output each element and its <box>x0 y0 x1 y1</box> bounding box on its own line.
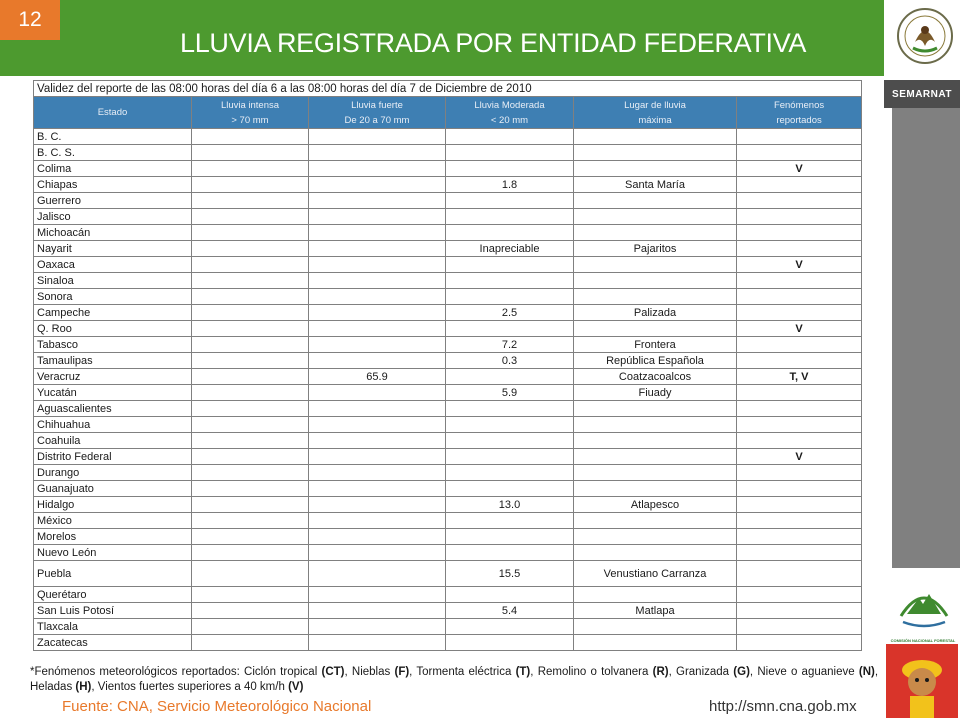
cell-fenomenos <box>737 145 862 161</box>
phenomena-footnote: *Fenómenos meteorológicos reportados: Ciclón tropical (CT), Nieblas (F), Tormenta eléctrica (T), Remolino o tolvanera (R), Granizada (G), Nieve o aguanieve (N), Heladas (H), Vientos fuertes superiores a 40 km/h (V) <box>30 666 879 693</box>
cell-fenomenos <box>737 513 862 529</box>
header-fenomenos-line: reportados <box>776 114 822 126</box>
cell-estado: Jalisco <box>34 209 192 225</box>
header-fenomenos-line: Fenómenos <box>773 99 825 111</box>
cell-intensa <box>192 603 309 619</box>
cell-fenomenos <box>737 305 862 321</box>
table-row <box>34 257 862 273</box>
phenomenon-code: (H) <box>75 681 92 693</box>
cell-fuerte <box>309 603 446 619</box>
cell-estado: Distrito Federal <box>34 449 192 465</box>
cell-moderada <box>446 369 574 385</box>
cell-fuerte <box>309 497 446 513</box>
cell-fenomenos: T, V <box>737 369 862 385</box>
conafor-logo-icon <box>893 574 955 634</box>
cell-estado: México <box>34 513 192 529</box>
cell-moderada <box>446 225 574 241</box>
table-row <box>34 273 862 289</box>
cell-fuerte <box>309 241 446 257</box>
cell-fuerte <box>309 193 446 209</box>
phenomenon-name: Tormenta eléctrica <box>416 666 512 678</box>
cell-lugar <box>574 193 737 209</box>
cell-lugar <box>574 161 737 177</box>
cell-moderada: 5.9 <box>446 385 574 401</box>
cell-fenomenos <box>737 177 862 193</box>
cell-intensa <box>192 433 309 449</box>
cell-moderada <box>446 209 574 225</box>
header-lluvia-intensa <box>192 97 309 129</box>
header-lluvia-moderada-line: Lluvia Moderada <box>474 99 545 111</box>
cell-fuerte <box>309 449 446 465</box>
table-row <box>34 209 862 225</box>
cell-moderada <box>446 161 574 177</box>
cell-moderada: 15.5 <box>446 561 574 587</box>
cell-intensa <box>192 401 309 417</box>
cell-fenomenos <box>737 225 862 241</box>
cell-lugar: Matlapa <box>574 603 737 619</box>
cell-estado: Tamaulipas <box>34 353 192 369</box>
slide-number: 12 <box>0 0 60 40</box>
cell-intensa <box>192 481 309 497</box>
cell-estado: Tabasco <box>34 337 192 353</box>
cell-moderada <box>446 481 574 497</box>
table-row <box>34 401 862 417</box>
cell-lugar: Fiuady <box>574 385 737 401</box>
cell-intensa <box>192 497 309 513</box>
cell-moderada <box>446 321 574 337</box>
cell-lugar <box>574 545 737 561</box>
cell-fenomenos <box>737 241 862 257</box>
cell-intensa <box>192 273 309 289</box>
cell-estado: Puebla <box>34 561 192 587</box>
cell-estado: Aguascalientes <box>34 401 192 417</box>
cell-fuerte <box>309 177 446 193</box>
cell-fuerte <box>309 353 446 369</box>
table-row <box>34 193 862 209</box>
cell-intensa <box>192 257 309 273</box>
cell-intensa <box>192 241 309 257</box>
semarnat-logo: SEMARNAT <box>884 80 960 108</box>
cell-fenomenos <box>737 353 862 369</box>
header-lluvia-intensa-line: Lluvia intensa <box>220 99 280 111</box>
cell-fuerte <box>309 337 446 353</box>
mexico-seal-icon <box>893 2 957 74</box>
cell-moderada <box>446 433 574 449</box>
phenomenon-code: (CT) <box>321 666 345 678</box>
phenomenon-code: (V) <box>288 681 304 693</box>
table-row <box>34 305 862 321</box>
cell-estado: Chihuahua <box>34 417 192 433</box>
cell-fuerte <box>309 529 446 545</box>
cell-estado: B. C. S. <box>34 145 192 161</box>
cell-estado: Yucatán <box>34 385 192 401</box>
cell-fenomenos <box>737 635 862 651</box>
cell-lugar <box>574 401 737 417</box>
phenomenon-name: Nieblas <box>351 666 391 678</box>
phenomenon-code: (R) <box>652 666 669 678</box>
phenomenon-code: (G) <box>733 666 750 678</box>
cell-fenomenos <box>737 619 862 635</box>
cell-fenomenos <box>737 497 862 513</box>
cell-moderada <box>446 289 574 305</box>
cell-intensa <box>192 353 309 369</box>
cell-fuerte <box>309 257 446 273</box>
cell-intensa <box>192 337 309 353</box>
cell-moderada <box>446 465 574 481</box>
table-row <box>34 587 862 603</box>
cell-lugar <box>574 635 737 651</box>
table-row <box>34 481 862 497</box>
cell-fuerte <box>309 401 446 417</box>
cell-estado: Hidalgo <box>34 497 192 513</box>
header-lluvia-moderada-line: < 20 mm <box>490 114 529 126</box>
cell-fuerte <box>309 587 446 603</box>
cell-fuerte <box>309 161 446 177</box>
side-gray-panel <box>892 108 960 568</box>
validity-row <box>34 81 862 97</box>
cell-estado: Durango <box>34 465 192 481</box>
table-row <box>34 603 862 619</box>
cell-fenomenos <box>737 401 862 417</box>
phenomenon-code: (N) <box>858 666 875 678</box>
cell-intensa <box>192 289 309 305</box>
cell-moderada <box>446 193 574 209</box>
cell-moderada: 0.3 <box>446 353 574 369</box>
cell-lugar <box>574 145 737 161</box>
cell-estado: San Luis Potosí <box>34 603 192 619</box>
cell-estado: Zacatecas <box>34 635 192 651</box>
cell-fuerte <box>309 545 446 561</box>
table-row <box>34 337 862 353</box>
cell-lugar <box>574 209 737 225</box>
cell-fuerte <box>309 145 446 161</box>
table-row <box>34 161 862 177</box>
cell-fuerte <box>309 289 446 305</box>
cell-fuerte <box>309 225 446 241</box>
cell-fenomenos <box>737 417 862 433</box>
cell-lugar: República Española <box>574 353 737 369</box>
cell-fuerte <box>309 635 446 651</box>
cell-fuerte: 65.9 <box>309 369 446 385</box>
cell-moderada: Inapreciable <box>446 241 574 257</box>
cell-fuerte <box>309 129 446 145</box>
cell-lugar: Venustiano Carranza <box>574 561 737 587</box>
cell-fuerte <box>309 273 446 289</box>
cell-lugar: Palizada <box>574 305 737 321</box>
cell-intensa <box>192 177 309 193</box>
cell-lugar: Coatzacoalcos <box>574 369 737 385</box>
phenomenon-code: (T) <box>515 666 531 678</box>
table-row <box>34 561 862 587</box>
cell-moderada <box>446 449 574 465</box>
cell-intensa <box>192 619 309 635</box>
cell-fuerte <box>309 305 446 321</box>
cell-intensa <box>192 145 309 161</box>
cell-lugar <box>574 289 737 305</box>
cell-fenomenos <box>737 481 862 497</box>
cell-estado: Guanajuato <box>34 481 192 497</box>
cell-fuerte <box>309 209 446 225</box>
cell-lugar: Santa María <box>574 177 737 193</box>
cell-lugar <box>574 417 737 433</box>
header-lluvia-fuerte-line: Lluvia fuerte <box>351 99 403 111</box>
cell-estado: Nayarit <box>34 241 192 257</box>
cell-lugar <box>574 619 737 635</box>
header-lugar-maxima-line: máxima <box>638 114 672 126</box>
cell-estado: Oaxaca <box>34 257 192 273</box>
cell-estado: Q. Roo <box>34 321 192 337</box>
cell-lugar <box>574 433 737 449</box>
cell-fenomenos <box>737 545 862 561</box>
cell-intensa <box>192 209 309 225</box>
cell-fenomenos: V <box>737 321 862 337</box>
cell-intensa <box>192 225 309 241</box>
cell-moderada <box>446 529 574 545</box>
table-row <box>34 321 862 337</box>
cell-moderada <box>446 257 574 273</box>
header-estado-line: Estado <box>97 107 128 118</box>
cell-fuerte <box>309 513 446 529</box>
cell-moderada <box>446 513 574 529</box>
table-row <box>34 353 862 369</box>
cell-fenomenos <box>737 129 862 145</box>
cell-lugar <box>574 257 737 273</box>
phenomenon-code: (F) <box>394 666 410 678</box>
cell-fuerte <box>309 433 446 449</box>
table-row <box>34 529 862 545</box>
phenomenon-name: Granizada <box>676 666 730 678</box>
cell-fenomenos <box>737 193 862 209</box>
table-row <box>34 289 862 305</box>
table-row <box>34 417 862 433</box>
cell-fuerte <box>309 385 446 401</box>
cell-lugar <box>574 449 737 465</box>
cell-estado: Querétaro <box>34 587 192 603</box>
cell-lugar <box>574 513 737 529</box>
cell-moderada <box>446 545 574 561</box>
cell-intensa <box>192 545 309 561</box>
cell-estado: Coahuila <box>34 433 192 449</box>
table-row <box>34 449 862 465</box>
header-estado <box>34 97 192 129</box>
cell-estado: Guerrero <box>34 193 192 209</box>
cell-intensa <box>192 129 309 145</box>
cell-intensa <box>192 587 309 603</box>
header-lluvia-intensa-line: > 70 mm <box>231 114 269 126</box>
cell-fenomenos <box>737 603 862 619</box>
cell-intensa <box>192 369 309 385</box>
cell-lugar <box>574 225 737 241</box>
table-row <box>34 385 862 401</box>
cell-fuerte <box>309 465 446 481</box>
conafor-label: COMISIÓN NACIONAL FORESTAL <box>890 638 956 643</box>
cell-moderada <box>446 129 574 145</box>
cell-fuerte <box>309 481 446 497</box>
cell-lugar <box>574 529 737 545</box>
cell-intensa <box>192 161 309 177</box>
cell-moderada <box>446 273 574 289</box>
cell-lugar: Pajaritos <box>574 241 737 257</box>
cell-fuerte <box>309 321 446 337</box>
cell-intensa <box>192 561 309 587</box>
cell-fenomenos: V <box>737 161 862 177</box>
cell-moderada <box>446 417 574 433</box>
cell-fenomenos <box>737 385 862 401</box>
cell-lugar <box>574 129 737 145</box>
cell-moderada <box>446 401 574 417</box>
header-row <box>34 97 862 129</box>
cell-moderada: 5.4 <box>446 603 574 619</box>
cell-lugar <box>574 587 737 603</box>
cell-fenomenos: V <box>737 257 862 273</box>
cell-fenomenos <box>737 289 862 305</box>
cell-intensa <box>192 193 309 209</box>
cell-lugar <box>574 273 737 289</box>
cell-moderada: 13.0 <box>446 497 574 513</box>
source-url[interactable]: http://smn.cna.gob.mx <box>709 698 857 715</box>
cell-lugar: Atlapesco <box>574 497 737 513</box>
table-row <box>34 177 862 193</box>
cell-intensa <box>192 449 309 465</box>
cell-moderada: 1.8 <box>446 177 574 193</box>
header-lluvia-moderada <box>446 97 574 129</box>
table-row <box>34 145 862 161</box>
cell-intensa <box>192 385 309 401</box>
cell-fenomenos <box>737 337 862 353</box>
cell-intensa <box>192 305 309 321</box>
cell-moderada <box>446 635 574 651</box>
table-row <box>34 513 862 529</box>
phenomenon-name: Heladas <box>30 681 73 693</box>
cell-estado: Campeche <box>34 305 192 321</box>
cell-moderada <box>446 619 574 635</box>
table-row <box>34 225 862 241</box>
cell-lugar <box>574 481 737 497</box>
cell-lugar: Frontera <box>574 337 737 353</box>
cell-estado: Tlaxcala <box>34 619 192 635</box>
validity-text: Validez del reporte de las 08:00 horas del día 6 a las 08:00 horas del día 7 de Diciembre de 2010 <box>34 81 862 97</box>
cell-moderada <box>446 587 574 603</box>
cell-fenomenos <box>737 273 862 289</box>
cell-intensa <box>192 635 309 651</box>
footnote-lead: *Fenómenos meteorológicos reportados: <box>30 666 245 678</box>
cell-estado: Sonora <box>34 289 192 305</box>
phenomenon-name: Nieve o aguanieve <box>757 666 855 678</box>
cell-estado: Colima <box>34 161 192 177</box>
cell-fenomenos <box>737 587 862 603</box>
table-row <box>34 129 862 145</box>
header-lugar-maxima <box>574 97 737 129</box>
cell-fuerte <box>309 619 446 635</box>
table-row <box>34 619 862 635</box>
table-row <box>34 497 862 513</box>
cell-fenomenos <box>737 209 862 225</box>
cell-estado: Morelos <box>34 529 192 545</box>
cell-intensa <box>192 529 309 545</box>
cell-lugar <box>574 321 737 337</box>
forest-ranger-mascot-icon <box>886 644 958 718</box>
cell-moderada: 7.2 <box>446 337 574 353</box>
phenomenon-name: Vientos fuertes superiores a 40 km/h <box>97 681 285 693</box>
cell-fenomenos <box>737 561 862 587</box>
cell-intensa <box>192 417 309 433</box>
cell-fenomenos: V <box>737 449 862 465</box>
table-row <box>34 545 862 561</box>
cell-fenomenos <box>737 529 862 545</box>
cell-intensa <box>192 465 309 481</box>
slide-title: LLUVIA REGISTRADA POR ENTIDAD FEDERATIVA <box>180 28 807 58</box>
cell-fenomenos <box>737 433 862 449</box>
header-lluvia-fuerte-line: De 20 a 70 mm <box>344 114 410 126</box>
cell-estado: Michoacán <box>34 225 192 241</box>
cell-fuerte <box>309 561 446 587</box>
cell-intensa <box>192 321 309 337</box>
cell-estado: Veracruz <box>34 369 192 385</box>
cell-estado: Nuevo León <box>34 545 192 561</box>
table-row <box>34 635 862 651</box>
cell-estado: Sinaloa <box>34 273 192 289</box>
source-credit: Fuente: CNA, Servicio Meteorológico Nacional <box>62 698 372 715</box>
header-lugar-maxima-line: Lugar de lluvia <box>624 99 686 111</box>
cell-fuerte <box>309 417 446 433</box>
table-row <box>34 241 862 257</box>
header-fenomenos <box>737 97 862 129</box>
cell-moderada <box>446 145 574 161</box>
table-row <box>34 465 862 481</box>
phenomenon-name: Ciclón tropical <box>244 666 318 678</box>
cell-lugar <box>574 465 737 481</box>
rainfall-table <box>33 80 862 651</box>
cell-estado: Chiapas <box>34 177 192 193</box>
cell-estado: B. C. <box>34 129 192 145</box>
table-row <box>34 369 862 385</box>
header-lluvia-fuerte <box>309 97 446 129</box>
phenomenon-name: Remolino o tolvanera <box>537 666 649 678</box>
cell-fenomenos <box>737 465 862 481</box>
table-row <box>34 433 862 449</box>
cell-moderada: 2.5 <box>446 305 574 321</box>
cell-intensa <box>192 513 309 529</box>
